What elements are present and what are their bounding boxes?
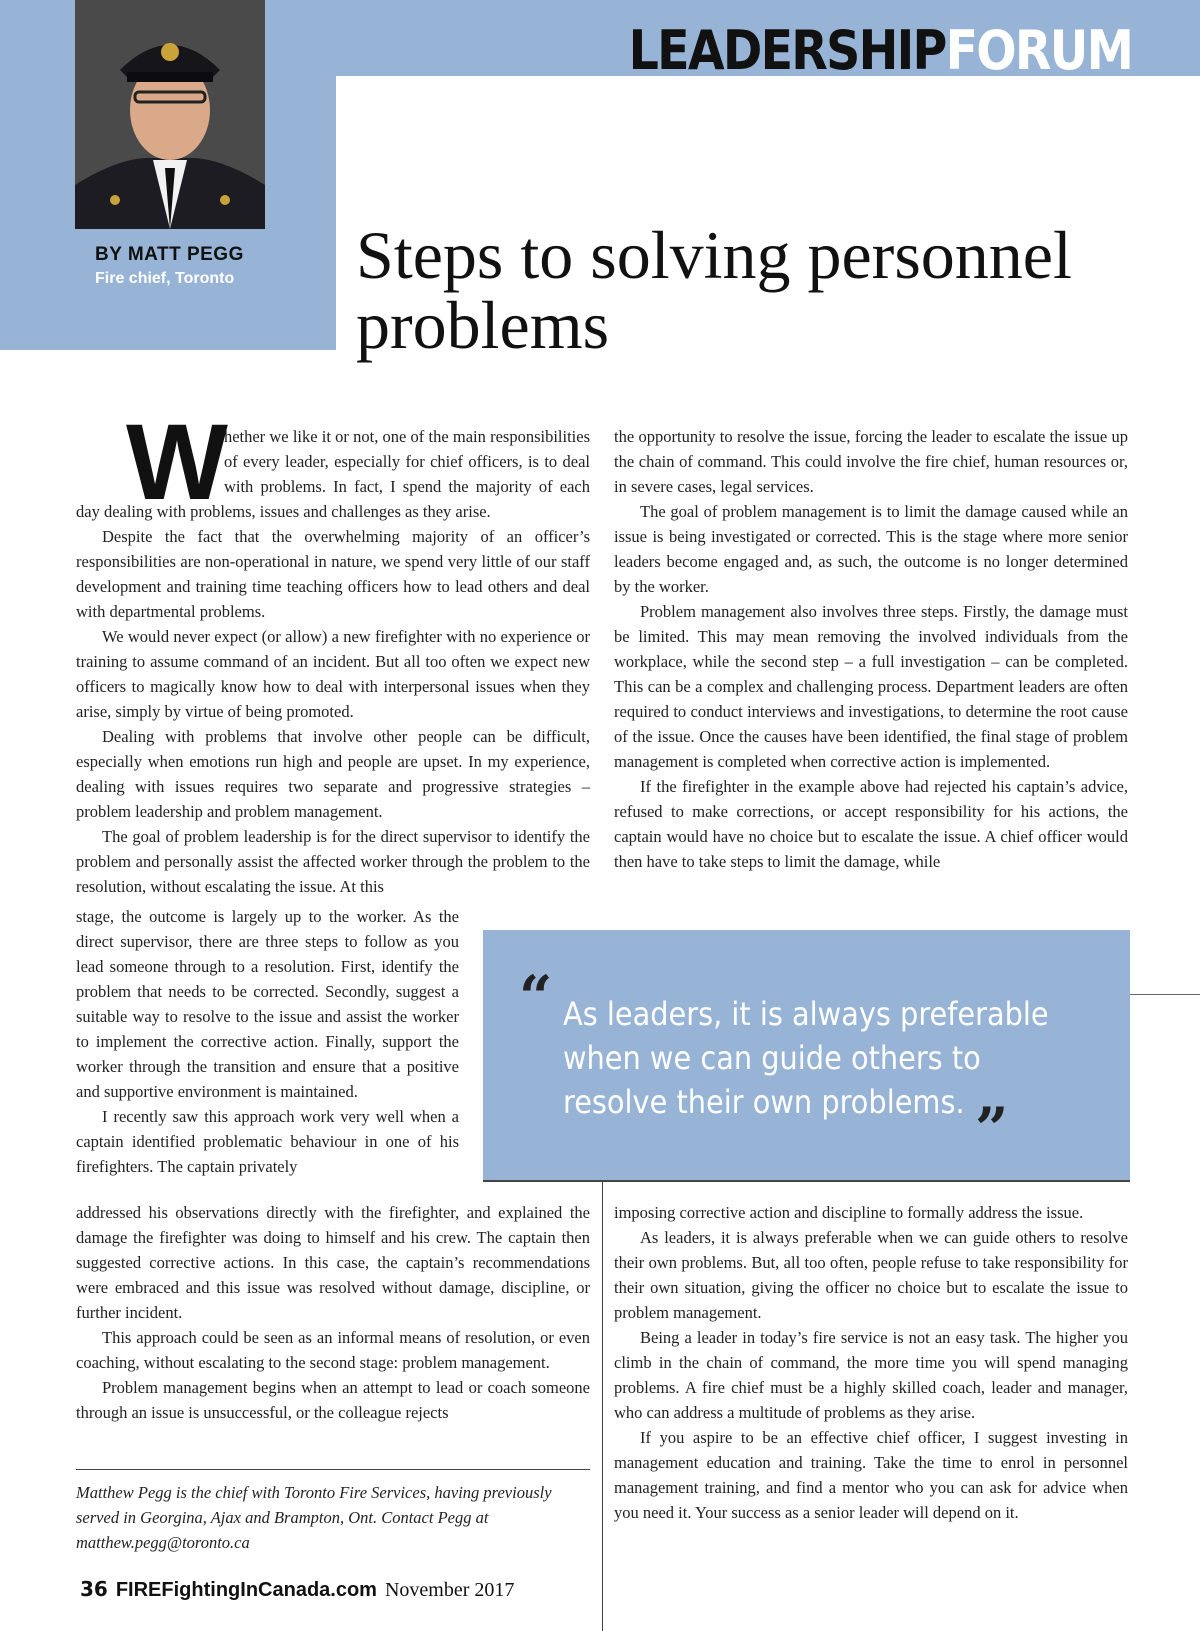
pull-quote — [483, 930, 1130, 1180]
bio-divider — [76, 1469, 590, 1470]
paragraph: imposing corrective action and discipline to formally address the issue. — [614, 1203, 1084, 1222]
open-quote-icon: “ — [519, 963, 553, 1031]
paragraph: If you aspire to be an effective chief officer, I suggest investing in management education and training. Take the time to enrol in personnel management training, and find a mentor who you can ask for advice when you need it. Your success as a senior leader will depend on it. — [614, 1428, 1128, 1522]
column-divider — [602, 1182, 603, 1631]
paragraph: As leaders, it is always preferable when we can guide others to resolve their own problems. But, all too often, people refuse to take responsibility for their own situation, giving the officer no choice but to escalate the issue to problem management. — [614, 1228, 1128, 1322]
page-number: 36 — [80, 1577, 108, 1601]
paragraph: The goal of problem management is to limit the damage caused while an issue is being investigated or corrected. This is the stage where more senior leaders become engaged and, as such, the outcome is no longer determined by the worker. — [614, 502, 1128, 596]
paragraph: Problem management also involves three steps. Firstly, the damage must be limited. This may mean removing the involved individuals from the workplace, while the second step – a full investigation – can be completed. This can be a complex and challenging process. Department leaders are often required to conduct interviews and investigations, to determine the root cause of the issue. Once the causes have been identified, the final stage of problem management is completed when corrective action is implemented. — [614, 602, 1128, 771]
pull-quote-rule — [1130, 994, 1200, 995]
pull-quote-text: As leaders, it is always preferable when we can guide others to resolve their own problems. — [563, 995, 1049, 1121]
author-portrait-icon — [75, 0, 265, 229]
paragraph: We would never expect (or allow) a new firefighter with no experience or training to assume command of an incident. But all too often we expect new officers to magically know how to deal with interpersonal issues when they arise, simply by virtue of being promoted. — [76, 627, 590, 721]
paragraph: Despite the fact that the overwhelming majority of an officer’s responsibilities are non-operational in nature, we spend very little of our staff development and training time teaching officers how to lead others and deal with departmental problems. — [76, 527, 590, 621]
paragraph: Dealing with problems that involve other people can be difficult, especially when emotions run high and people are upset. In my experience, dealing with issues requires two separate and progressive strategies – problem leadership and problem management. — [76, 727, 590, 821]
column-2-bottom — [614, 1200, 1128, 1525]
paragraph: Problem management begins when an attempt to lead or coach someone through an issue is unsuccessful, or the colleague rejects — [76, 1378, 590, 1422]
author-name: BY MATT PEGG — [95, 244, 244, 265]
paragraph: The goal of problem leadership is for the direct supervisor to identify the problem and personally assist the affected worker through the problem to the resolution, without escalating the issue. At this — [76, 827, 590, 896]
page-footer — [80, 1577, 514, 1602]
paragraph-text: hether we like it or not, one of the main responsibilities of every leader, especially for chief officers, is to deal with problems. In fact, I spend the majority of each day dealing with problems, issues and challenges as they arise. — [76, 427, 590, 521]
paragraph: addressed his observations directly with the firefighter, and explained the damage the firefighter was doing to himself and his crew. The captain then suggested corrective actions. In this case, the captain’s recommendations were embraced and this issue was resolved without damage, discipline, or further incident. — [76, 1203, 590, 1322]
author-photo — [75, 0, 265, 229]
column-1-top — [76, 401, 590, 899]
paragraph: If the firefighter in the example above had rejected his captain’s advice, refused to make corrections, or accept responsibility for his actions, the captain would have no choice but to escalate the issue. A chief officer would then have to take steps to limit the damage, while — [614, 777, 1128, 871]
author-role: Fire chief, Toronto — [95, 270, 235, 287]
paragraph: Being a leader in today’s fire service is not an easy task. The higher you climb in the chain of command, the more time you will spend managing problems. A fire chief must be a highly skilled coach, leader and manager, who can address a multitude of problems as they arise. — [614, 1328, 1128, 1422]
column-1-narrow — [76, 904, 459, 1179]
author-bio: Matthew Pegg is the chief with Toronto Fire Services, having previously served in Georgina, Ajax and Brampton, Ont. Contact Pegg at matthew.pegg@toronto.ca — [76, 1483, 552, 1552]
section-title — [628, 19, 1132, 82]
issue-date: November 2017 — [384, 1579, 515, 1601]
byline — [95, 244, 244, 288]
paragraph: the opportunity to resolve the issue, forcing the leader to escalate the issue up the chain of command. This could involve the fire chief, human resources or, in severe cases, legal services. — [614, 427, 1128, 496]
close-quote-icon: ” — [975, 1095, 1009, 1163]
pull-quote-bottom-rule — [483, 1180, 1130, 1182]
section-title-word1: LEADERSHIP — [628, 19, 946, 82]
article-headline: Steps to solving personnel problems — [356, 217, 1072, 363]
publication-site: FIREFightingInCanada.com — [115, 1579, 377, 1601]
paragraph: This approach could be seen as an informal means of resolution, or even coaching, without escalating to the second stage: problem management. — [76, 1328, 590, 1372]
drop-cap: W — [126, 401, 222, 522]
section-title-word2: FORUM — [945, 19, 1132, 82]
paragraph — [76, 401, 590, 524]
column-2-top — [614, 424, 1128, 874]
paragraph: stage, the outcome is largely up to the worker. As the direct supervisor, there are three steps to follow as you lead someone through to a resolution. First, identify the problem that needs to be corrected. Secondly, suggest a suitable way to resolve to the issue and assist the worker to implement the corrective action. Finally, support the worker through the transition and ensure that a positive and supportive environment is maintained. — [76, 907, 459, 1101]
paragraph: I recently saw this approach work very well when a captain identified problematic behaviour in one of his firefighters. The captain privately — [76, 1107, 459, 1176]
column-1-bottom — [76, 1200, 590, 1425]
